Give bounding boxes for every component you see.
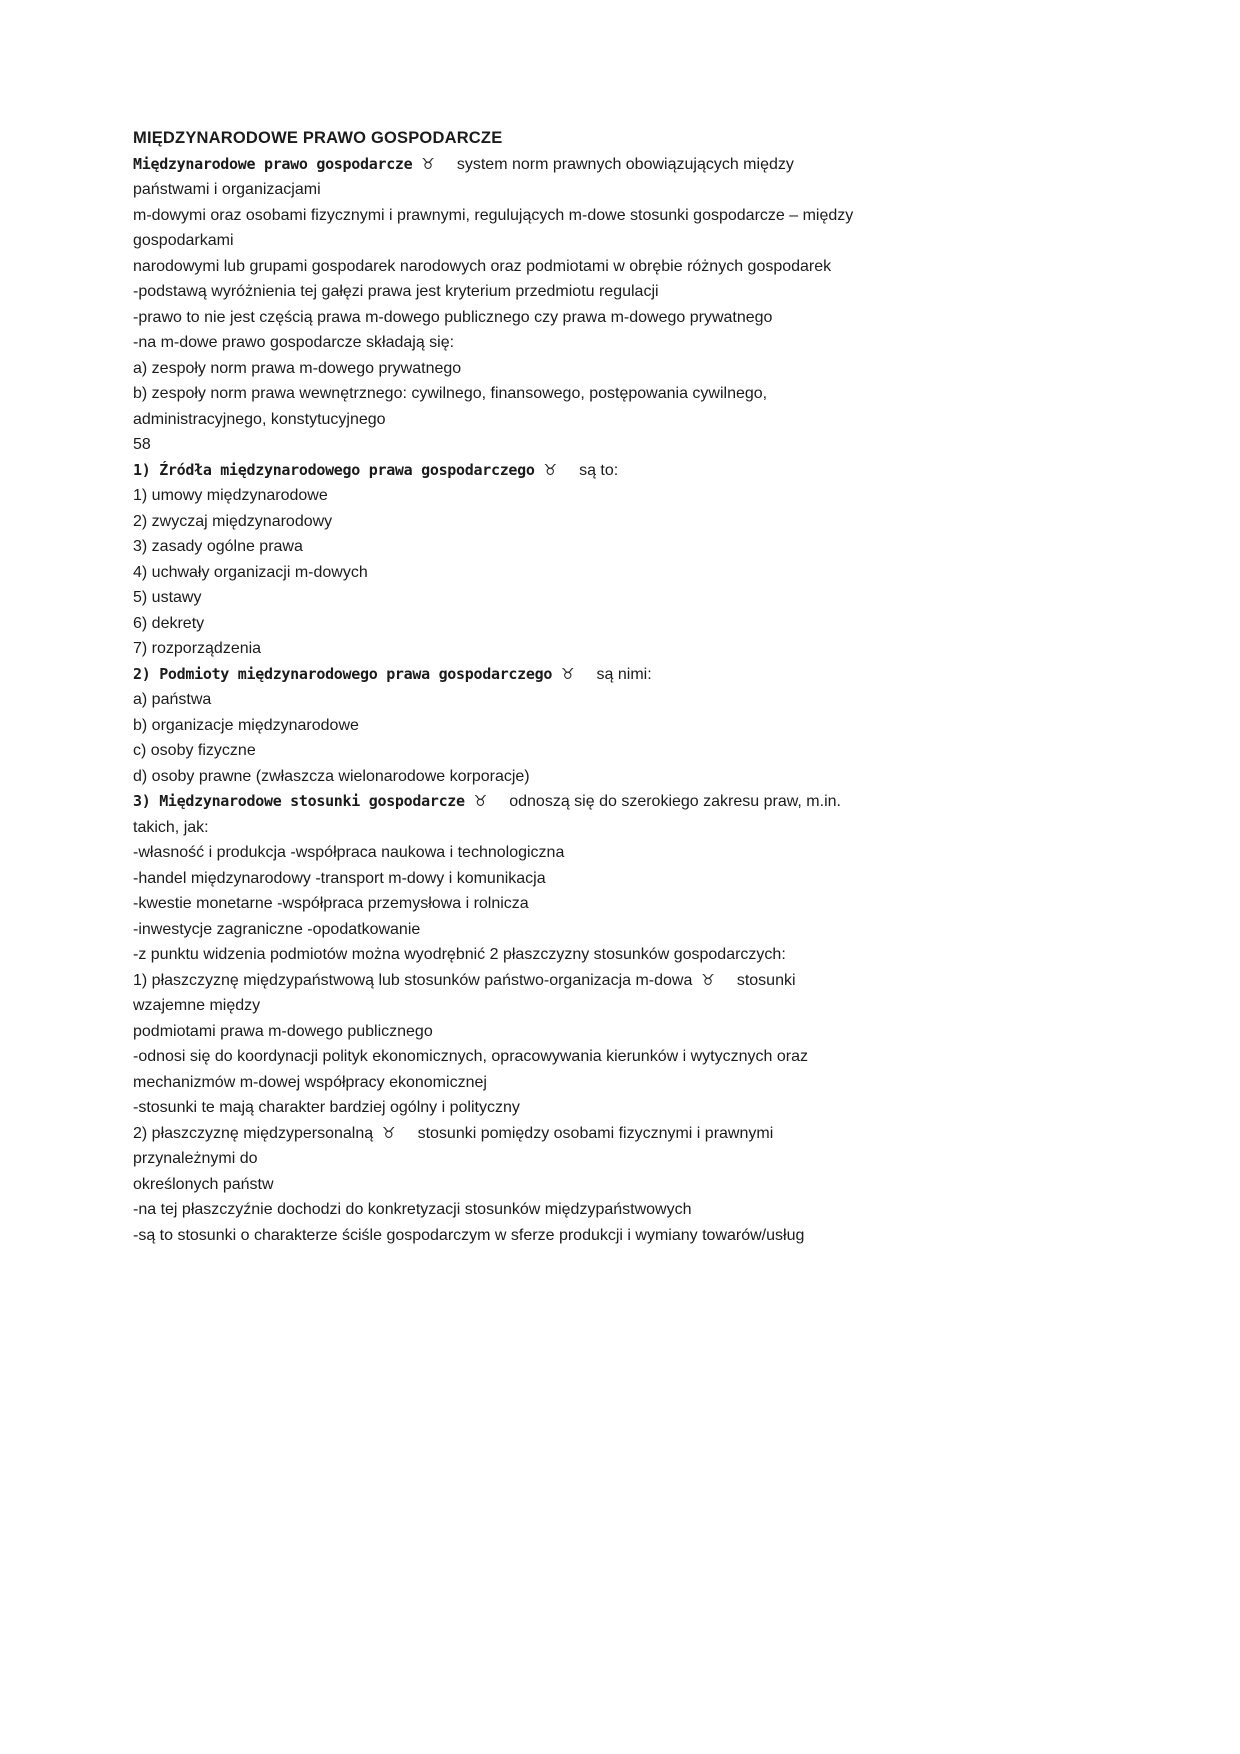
list-item: [133, 560, 1140, 586]
list-item: [133, 534, 1140, 560]
text-segment: przynależnymi do: [133, 1150, 258, 1167]
list-item: [133, 713, 1140, 739]
text-line: [133, 279, 1140, 305]
list-item: [133, 636, 1140, 662]
page-title: [133, 126, 1140, 152]
text-segment: Międzynarodowe prawo gospodarcze: [133, 154, 413, 173]
list-item: [133, 483, 1140, 509]
text-segment: mechanizmów m-dowej współpracy ekonomicznej: [133, 1073, 487, 1091]
text-line: [133, 815, 1140, 841]
text-segment: administracyjnego, konstytucyjnego: [133, 410, 386, 428]
text-segment: 2) zwyczaj międzynarodowy: [133, 512, 333, 530]
section-heading-line: [133, 789, 1140, 815]
text-line: [133, 917, 1140, 943]
text-segment: -na tej płaszczyźnie dochodzi do konkretyzacji stosunków międzypaństwowych: [133, 1201, 692, 1218]
text-line: [133, 407, 1140, 433]
text-line: [133, 203, 1140, 229]
taurus-symbol-icon: ♉: [543, 460, 558, 479]
text-segment: 3) Międzynarodowe stosunki gospodarcze: [133, 792, 465, 810]
list-item: [133, 687, 1140, 713]
taurus-symbol-icon: ♉: [473, 792, 488, 810]
text-line: [133, 942, 1140, 968]
section-heading-line: [133, 662, 1140, 688]
text-segment: takich, jak:: [133, 818, 209, 836]
text-segment: wzajemne między: [133, 997, 261, 1014]
text-segment: b) zespoły norm prawa wewnętrznego: cywilnego, finansowego, postępowania cywilnego,: [133, 385, 768, 402]
list-item: [133, 509, 1140, 535]
text-line: [133, 866, 1140, 892]
text-line: [133, 891, 1140, 917]
text-segment: -podstawą wyróżnienia tej gałęzi prawa jest kryterium przedmiotu regulacji: [133, 283, 659, 300]
text-segment: gospodarkami: [133, 232, 234, 249]
text-segment: MIĘDZYNARODOWE PRAWO GOSPODARCZE: [133, 129, 503, 147]
text-line: [133, 1070, 1140, 1096]
text-segment: -inwestycje zagraniczne -opodatkowanie: [133, 920, 421, 938]
text-line: [133, 1019, 1140, 1045]
text-segment: 7) rozporządzenia: [133, 640, 262, 657]
text-segment: -na m-dowe prawo gospodarcze składają się:: [133, 334, 455, 351]
text-segment: stosunki pomiędzy osobami fizycznymi i prawnymi: [417, 1124, 774, 1142]
text-segment: 2) płaszczyznę międzypersonalną: [133, 1124, 374, 1142]
taurus-symbol-icon: ♉: [701, 970, 715, 989]
text-line: [133, 840, 1140, 866]
text-line: [133, 1095, 1140, 1121]
text-segment: 1) Źródła międzynarodowego prawa gospodarczego: [133, 460, 535, 479]
text-line: [133, 1121, 1140, 1147]
text-segment: 6) dekrety: [133, 614, 205, 632]
text-segment: a) państwa: [133, 691, 212, 708]
text-line: [133, 305, 1140, 331]
text-segment: d) osoby prawne (zwłaszcza wielonarodowe korporacje): [133, 767, 530, 785]
text-segment: określonych państw: [133, 1175, 274, 1193]
page-number: [133, 432, 1140, 458]
text-segment: -są to stosunki o charakterze ściśle gospodarczym w sferze produkcji i wymiany towarów/usług: [133, 1226, 805, 1244]
text-line: [133, 254, 1140, 280]
text-line: [133, 228, 1140, 254]
text-segment: 4) uchwały organizacji m-dowych: [133, 563, 368, 581]
list-item: [133, 764, 1140, 790]
text-line: [133, 968, 1140, 994]
list-item: [133, 381, 1140, 407]
text-segment: narodowymi lub grupami gospodarek narodowych oraz podmiotami w obrębie różnych gospodarek: [133, 257, 832, 275]
text-segment: 58: [133, 436, 151, 453]
text-line: [133, 1197, 1140, 1223]
text-line: [133, 1044, 1140, 1070]
text-segment: -prawo to nie jest częścią prawa m-dowego publicznego czy prawa m-dowego prywatnego: [133, 308, 773, 326]
text-line: [133, 330, 1140, 356]
text-segment: a) zespoły norm prawa m-dowego prywatnego: [133, 359, 462, 377]
text-line: [133, 1146, 1140, 1172]
taurus-symbol-icon: ♉: [421, 154, 435, 173]
list-item: [133, 738, 1140, 764]
definition-heading-line: [133, 152, 1140, 178]
document-body: [133, 126, 1140, 1248]
text-segment: stosunki: [736, 971, 796, 989]
text-line: [133, 1223, 1140, 1249]
text-segment: odnoszą się do szerokiego zakresu praw, m.in.: [509, 793, 841, 810]
text-line: [133, 177, 1140, 203]
text-segment: -stosunki te mają charakter bardziej ogólny i polityczny: [133, 1099, 520, 1116]
text-segment: -kwestie monetarne -współpraca przemysłowa i rolnicza: [133, 895, 529, 912]
text-segment: 3) zasady ogólne prawa: [133, 538, 303, 555]
text-segment: -handel międzynarodowy -transport m-dowy i komunikacja: [133, 869, 546, 887]
text-line: [133, 1172, 1140, 1198]
taurus-symbol-icon: ♉: [382, 1123, 396, 1142]
text-segment: są nimi:: [596, 665, 652, 683]
text-segment: -z punktu widzenia podmiotów można wyodrębnić 2 płaszczyzny stosunków gospodarczych:: [133, 946, 786, 963]
text-segment: c) osoby fizyczne: [133, 742, 256, 759]
text-line: [133, 993, 1140, 1019]
list-item: [133, 611, 1140, 637]
text-segment: -odnosi się do koordynacji polityk ekonomicznych, opracowywania kierunków i wytycznych oraz: [133, 1048, 808, 1065]
text-segment: system norm prawnych obowiązujących między: [456, 155, 794, 173]
list-item: [133, 585, 1140, 611]
list-item: [133, 356, 1140, 382]
text-segment: są to:: [579, 461, 619, 479]
text-segment: m-dowymi oraz osobami fizycznymi i prawnymi, regulujących m-dowe stosunki gospodarcze – między: [133, 206, 854, 224]
text-segment: 1) płaszczyznę międzypaństwową lub stosunków państwo-organizacja m-dowa: [133, 971, 693, 989]
text-segment: -własność i produkcja -współpraca naukowa i technologiczna: [133, 844, 565, 861]
text-segment: b) organizacje międzynarodowe: [133, 716, 359, 734]
taurus-symbol-icon: ♉: [561, 664, 575, 683]
section-heading-line: [133, 458, 1140, 484]
text-segment: 5) ustawy: [133, 589, 202, 606]
text-segment: 2) Podmioty międzynarodowego prawa gospodarczego: [133, 664, 553, 683]
text-segment: 1) umowy międzynarodowe: [133, 487, 328, 504]
text-segment: podmiotami prawa m-dowego publicznego: [133, 1022, 433, 1040]
text-segment: państwami i organizacjami: [133, 181, 321, 198]
